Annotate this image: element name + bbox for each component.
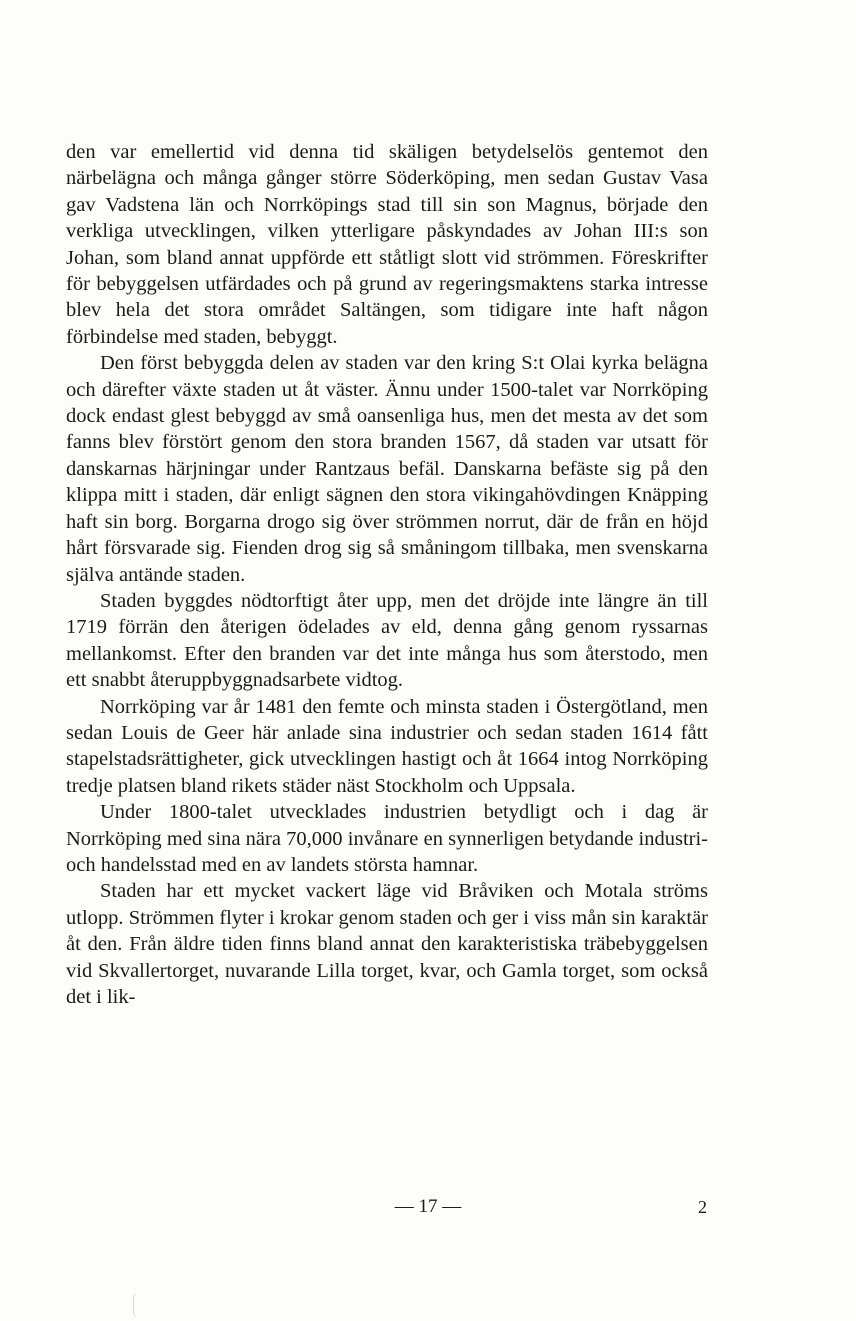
paragraph-1: den var emellertid vid denna tid skäligen betydelselös gentemot den närbelägna och många gånger större Söderköping, men sedan Gustav Vasa gav Vadstena län och Norrköpings stad till sin son Magnus, började den verkliga utvecklingen, vilken ytterligare påskyndades av Johan III:s son Johan, som bland annat uppförde ett ståtligt slott vid strömmen. Föreskrifter för bebyggelsen utfärdades och på grund av regeringsmaktens starka intresse blev hela det stora området Saltängen, som tidigare inte haft någon förbindelse med staden, bebyggt.: [66, 141, 708, 348]
signature-mark: 2: [698, 1197, 707, 1217]
paragraph-3: Staden byggdes nödtorftigt åter upp, men det dröjde inte längre än till 1719 förrän den återigen ödelades av eld, denna gång genom ryssarnas mellankomst. Efter den branden var det inte många hus som återstodo, men ett snabbt återuppbyggnadsarbete vidtog.: [66, 589, 708, 692]
paragraph-6: Staden har ett mycket vackert läge vid Bråviken och Motala ströms utlopp. Strömmen flyter i krokar genom staden och ger i viss mån sin karaktär åt den. Från äldre tiden finns bland annat den karakteristiska träbebyggelsen vid Skvallertorget, nuvarande Lilla torget, kvar, och Gamla torget, som också det i lik-: [66, 880, 708, 1008]
paragraph-2: Den först bebyggda delen av staden var den kring S:t Olai kyrka belägna och därefter växte staden ut åt väster. Ännu under 1500-talet var Norrköping dock endast glest bebyggd av små oansenliga hus, men det mesta av det som fanns blev förstört genom den stora branden 1567, då staden var utsatt för danskarnas härjningar under Rantzaus befäl. Danskarna befäste sig på den klippa mitt i staden, där enligt sägnen den stora vikingahövdingen Knäpping haft sin borg. Borgarna drogo sig över strömmen norrut, där de från en höjd hårt försvarade sig. Fienden drog sig så småningom tillbaka, men svenskarna själva antände staden.: [66, 352, 708, 586]
body-text: [66, 139, 708, 1010]
paragraph-5: Under 1800-talet utvecklades industrien betydligt och i dag är Norrköping med sina nära 70,000 invånare en synnerligen betydande industri- och handelsstad med en av landets största hamnar.: [66, 801, 708, 876]
page-number: — 17 —: [394, 1196, 462, 1217]
margin-mark: [133, 1292, 142, 1318]
paragraph-4: Norrköping var år 1481 den femte och minsta staden i Östergötland, men sedan Louis de Geer här anlade sina industrier och sedan staden 1614 fått stapelstadsrättigheter, gick utvecklingen hastigt och åt 1664 intog Norrköping tredje platsen bland rikets städer näst Stockholm och Uppsala.: [66, 695, 708, 797]
